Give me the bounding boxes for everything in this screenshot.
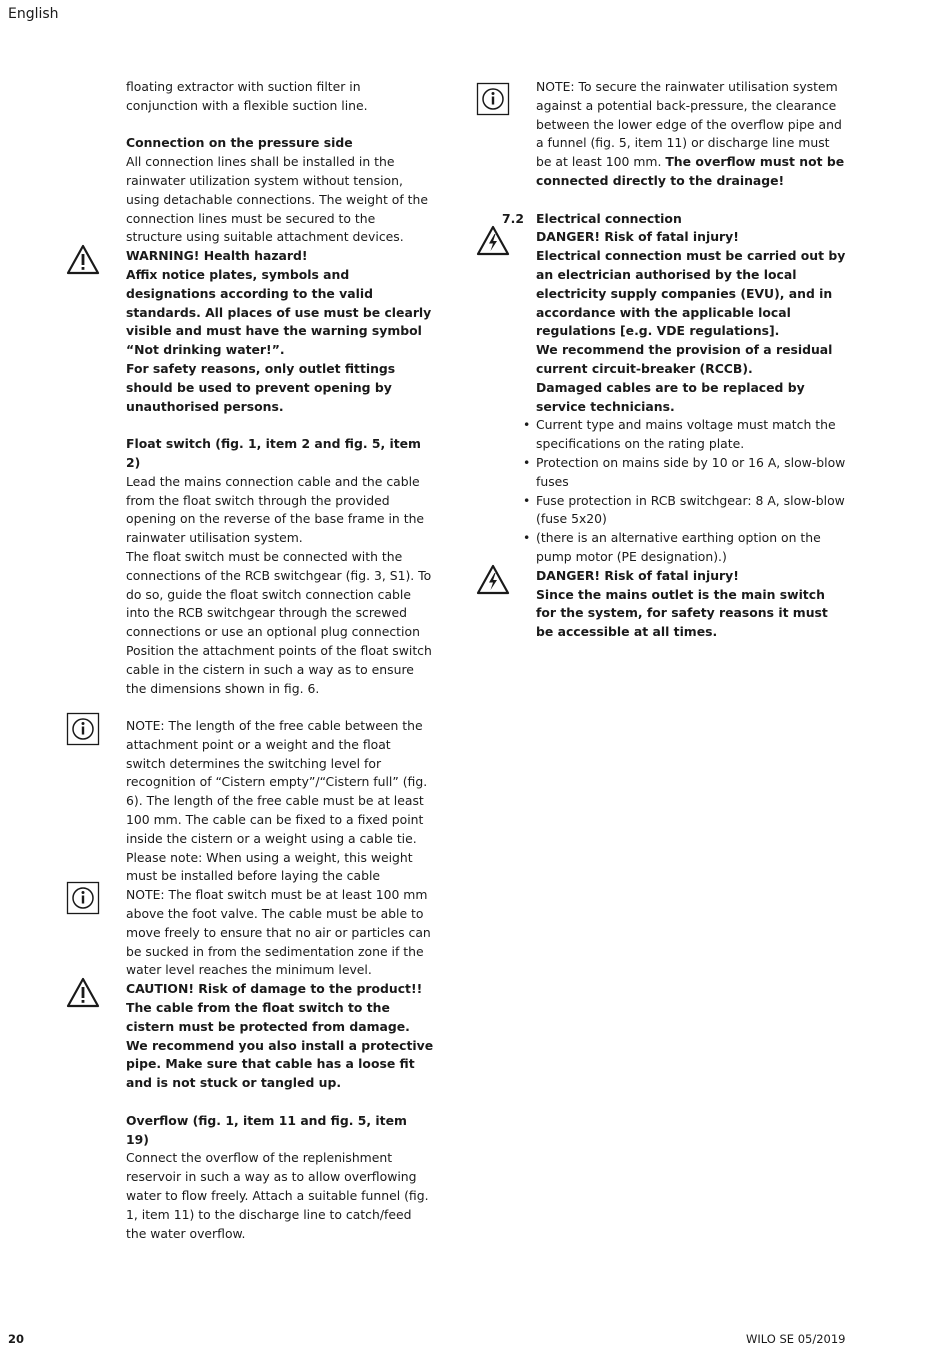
warning-triangle-icon — [66, 243, 100, 277]
danger-block-1 — [536, 228, 846, 416]
bullet-text: Fuse protection in RCB switchgear: 8 A, slow-blow (fuse 5x20) — [536, 492, 845, 527]
float-text-1: Lead the mains connection cable and the cable from the float switch through the provided opening on the reverse of the base frame in the rainwater utilisation system. — [126, 473, 425, 546]
note-right-bold: The overflow must not be connected directly to the drainage! — [536, 154, 845, 188]
warning-text-2: For safety reasons, only outlet fittings should be used to prevent opening by unauthorised persons. — [126, 360, 396, 414]
section-title: Electrical connection — [536, 210, 682, 226]
danger1-text-3: Damaged cables are to be replaced by service technicians. — [536, 379, 805, 414]
list-item — [523, 529, 846, 567]
electric-danger-icon — [476, 224, 510, 258]
pressure-heading: Connection on the pressure side — [126, 135, 353, 151]
float-text-3: Position the attachment points of the float switch cable in the cistern in such a way as to ensure the dimensions shown in fig. 6. — [126, 642, 432, 696]
overflow-text: Connect the overflow of the replenishment reservoir in such a way as to allow overflowing water to flow freely. Attach a suitable funnel (fig. 1, item 11) to the discharge line to catch/feed the water overflow. — [126, 1150, 429, 1241]
danger2-text: Since the mains outlet is the main switch for the system, for safety reasons it must be accessible at all times. — [536, 586, 828, 640]
list-item — [523, 454, 846, 492]
note-block-2 — [126, 886, 434, 980]
bullet-marker: • — [523, 417, 531, 433]
right-column — [502, 78, 846, 642]
warning-block — [126, 247, 434, 416]
float-heading: Float switch (fig. 1, item 2 and fig. 5, item 2) — [126, 436, 421, 470]
page-number: 20 — [8, 1332, 25, 1346]
caution-block — [126, 980, 434, 1093]
info-icon — [476, 82, 510, 116]
section-heading — [502, 210, 846, 229]
intro-text: floating extractor with suction filter in conjunction with a flexible suction line. — [126, 79, 368, 113]
info-icon — [66, 881, 100, 915]
float-text-2: The float switch must be connected with the connections of the RCB switchgear (fig. 3, S1). To do so, guide the float switch connection cable into the RCB switchgear through the screwed connections or use an optional plug connection — [126, 548, 432, 640]
bullet-marker: • — [523, 530, 531, 546]
bullet-text: Protection on mains side by 10 or 16 A, slow-blow fuses — [536, 454, 846, 489]
pressure-text: All connection lines shall be installed in the rainwater utilization system without tension, using detachable connections. The weight of the connection lines must be secured to the structure using suitable attachment devices. — [126, 154, 428, 245]
bullet-marker: • — [523, 492, 531, 508]
bullet-text: (there is an alternative earthing option on the pump motor (PE designation).) — [536, 530, 821, 564]
list-item — [523, 492, 846, 530]
caution-text: The cable from the float switch to the cistern must be protected from damage. We recommend you also install a protective pipe. Make sure that cable has a loose fit and is not stuck or tangled up. — [126, 1000, 434, 1091]
electric-danger-icon — [476, 563, 510, 597]
danger1-title: DANGER! Risk of fatal injury! — [536, 229, 739, 245]
bullet-text: Current type and mains voltage must match the specifications on the rating plate. — [536, 417, 836, 452]
info-icon — [66, 712, 100, 746]
warning-text-1: Affix notice plates, symbols and designations according to the valid standards. All places of use must be clearly visible and must have the warning symbol “Not drinking water!”. — [126, 266, 432, 358]
danger1-text-1: Electrical connection must be carried out by an electrician authorised by the local electricity supply companies (EVU), and in accordance with the applicable local regulations [e.g. VDE regulations]. — [536, 248, 846, 339]
publisher-footer: WILO SE 05/2019 — [746, 1332, 846, 1346]
caution-title: CAUTION! Risk of damage to the product!! — [126, 981, 423, 997]
left-column — [126, 78, 434, 1243]
bullet-marker: • — [523, 454, 531, 470]
danger2-title: DANGER! Risk of fatal injury! — [536, 567, 739, 583]
section-number: 7.2 — [502, 210, 524, 226]
note-text-2: NOTE: The float switch must be at least 100 mm above the foot valve. The cable must be able to move freely to ensure that no air or particles can be sucked in from the sedimentation zone if the water level reaches the minimum level. — [126, 887, 431, 978]
header-language: English — [8, 6, 59, 22]
danger1-text-2: We recommend the provision of a residual current circuit-breaker (RCCB). — [536, 342, 833, 376]
warning-triangle-icon — [66, 976, 100, 1010]
danger-block-2 — [536, 567, 846, 642]
note-block-1 — [126, 717, 434, 886]
overflow-heading: Overflow (fig. 1, item 11 and fig. 5, item 19) — [126, 1112, 407, 1147]
note-text-1: NOTE: The length of the free cable between the attachment point or a weight and the float switch determines the switching level for recognition of “Cistern empty”/“Cistern full” (fig. 6). The length of the free cable must be at least 100 mm. The cable can be fixed to a fixed point inside the cistern or a weight using a cable tie. Please note: When using a weight, this weight must be installed before laying the cable — [126, 718, 428, 884]
note-right-text: NOTE: To secure the rainwater utilisation system against a potential back-pressure, the clearance between the lower edge of the overflow pipe and a funnel (fig. 5, item 11) or discharge line must be at least 100 mm. — [536, 79, 842, 170]
list-item — [523, 416, 846, 454]
note-block-right — [536, 78, 846, 191]
warning-title: WARNING! Health hazard! — [126, 248, 308, 264]
